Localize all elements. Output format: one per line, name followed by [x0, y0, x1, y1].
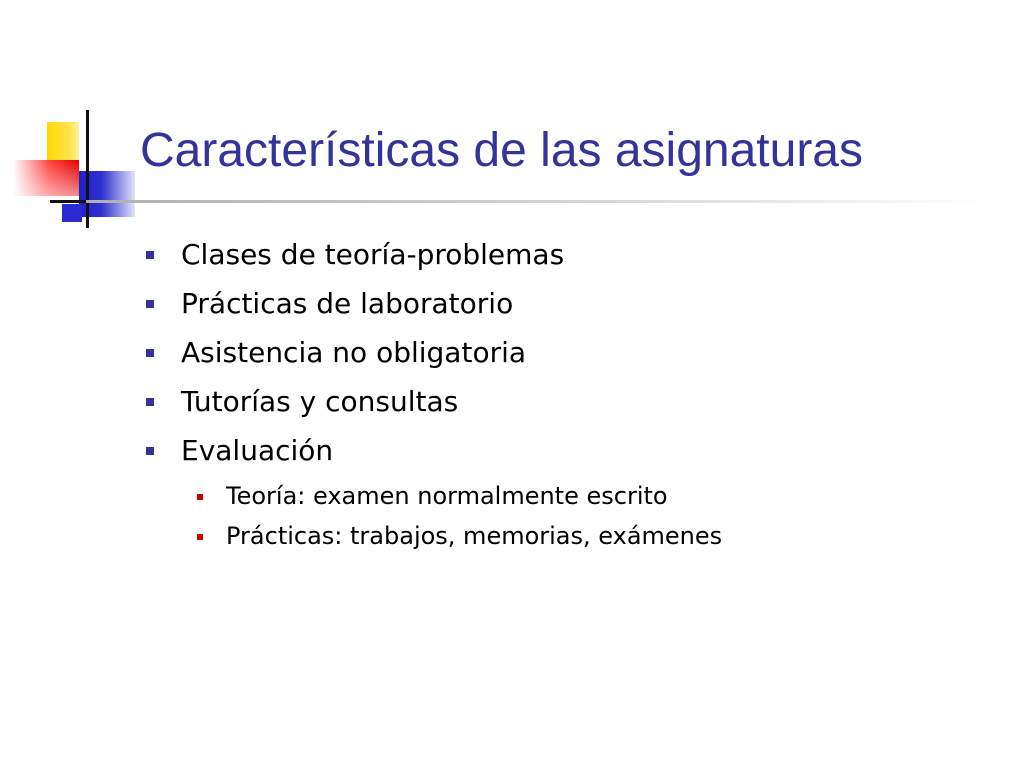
decorative-squares-logo — [0, 0, 150, 240]
square-bullet-icon — [146, 300, 154, 308]
list-item-label: Clases de teoría-problemas — [181, 238, 565, 271]
small-square-bullet-icon — [197, 534, 203, 540]
square-bullet-icon — [146, 251, 154, 259]
logo-vertical-line — [86, 110, 89, 228]
list-item-label: Evaluación — [181, 434, 334, 467]
list-item-label: Prácticas de laboratorio — [181, 287, 514, 320]
logo-blue-small-square — [62, 204, 82, 222]
square-bullet-icon — [146, 447, 154, 455]
logo-red-square-shade — [13, 160, 79, 196]
slide-title: Características de las asignaturas — [140, 124, 863, 177]
small-square-bullet-icon — [197, 494, 203, 500]
sub-list-item-label: Teoría: examen normalmente escrito — [226, 482, 668, 510]
square-bullet-icon — [146, 349, 154, 357]
sub-list-item-label: Prácticas: trabajos, memorias, exámenes — [226, 522, 723, 550]
list-item-label: Asistencia no obligatoria — [181, 336, 527, 369]
list-item-label: Tutorías y consultas — [181, 385, 459, 418]
square-bullet-icon — [146, 398, 154, 406]
title-underline — [86, 200, 986, 203]
